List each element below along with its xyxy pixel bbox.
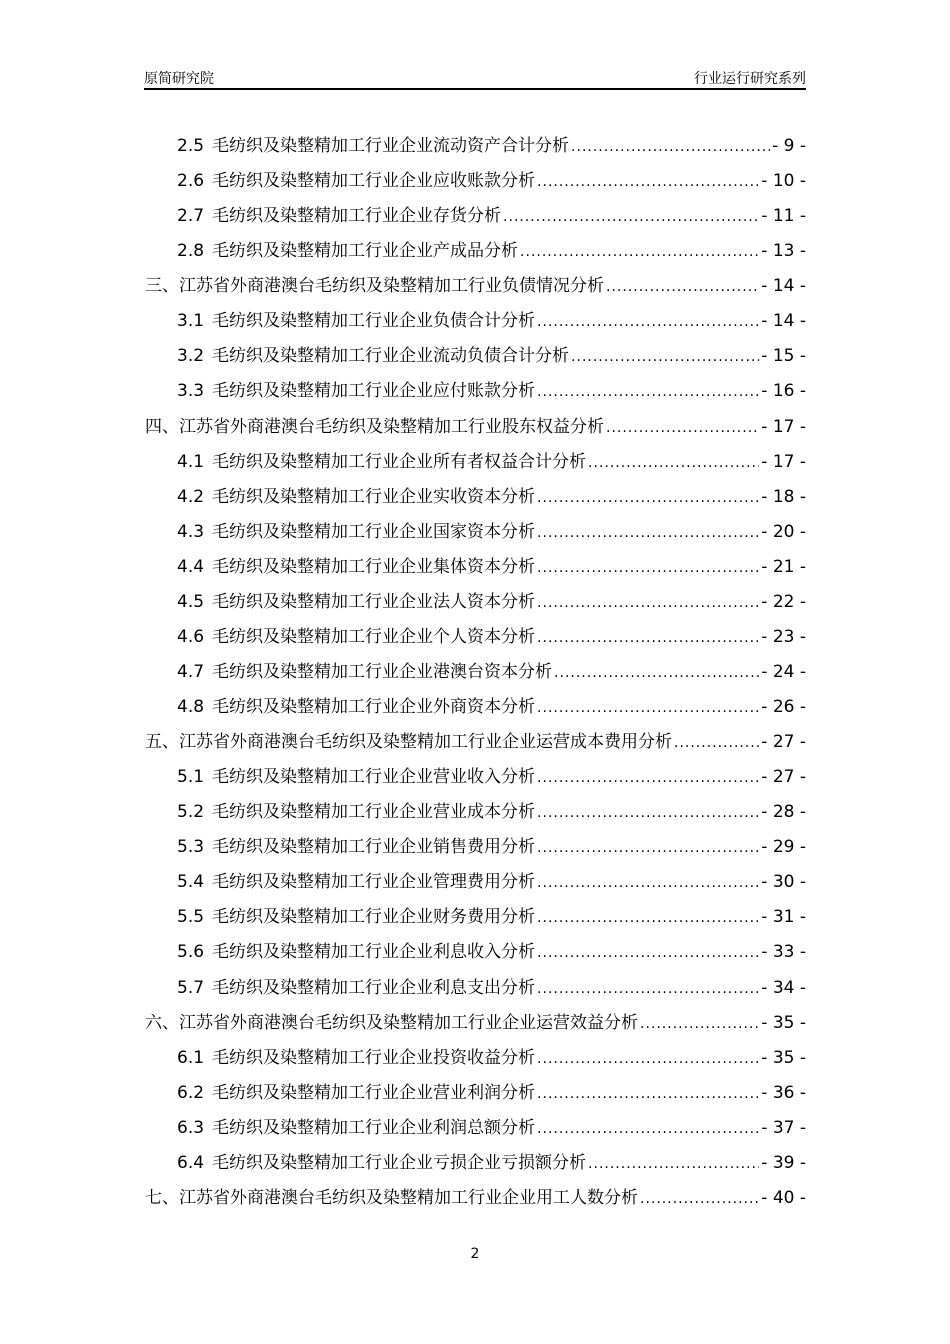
toc-entry-page: - 24 -: [761, 661, 806, 682]
toc-entry-number: 2.7: [177, 206, 205, 227]
toc-leader-dots: [588, 1151, 759, 1177]
toc-entry-title: 毛纺织及染整精加工行业企业管理费用分析: [212, 872, 536, 893]
toc-entry-number: 6.2: [177, 1082, 205, 1103]
toc-entry-title: 毛纺织及染整精加工行业企业存货分析: [212, 206, 502, 227]
toc-leader-dots: [571, 134, 770, 160]
toc-entry-number: 4.5: [177, 591, 205, 612]
toc-entry[interactable]: [145, 1045, 806, 1080]
toc-leader-dots: [537, 940, 759, 966]
toc-entry-title: 毛纺织及染整精加工行业企业营业成本分析: [212, 802, 536, 823]
toc-leader-dots: [554, 660, 759, 686]
toc-leader-dots: [537, 765, 759, 791]
toc-entry-page: - 23 -: [761, 626, 806, 647]
toc-entry-page: - 27 -: [761, 767, 806, 788]
toc-entry-title: 毛纺织及染整精加工行业企业负债合计分析: [212, 311, 536, 332]
toc-leader-dots: [640, 1011, 759, 1037]
toc-entry-number: 4.6: [177, 626, 205, 647]
toc-entry-page: - 27 -: [761, 732, 806, 753]
toc-entry-page: - 35 -: [761, 1012, 806, 1033]
toc-leader-dots: [537, 1046, 759, 1072]
toc-entry-number: 5.3: [177, 837, 205, 858]
header-series: 行业运行研究系列: [694, 71, 806, 87]
toc-entry-number: 3.2: [177, 346, 205, 367]
toc-entry[interactable]: [145, 308, 806, 343]
toc-entry-title: 毛纺织及染整精加工行业企业销售费用分析: [212, 837, 536, 858]
toc-entry-number: 5.4: [177, 872, 205, 893]
toc-leader-dots: [537, 625, 759, 651]
toc-leader-dots: [537, 590, 759, 616]
page-header: [144, 68, 806, 90]
toc-leader-dots: [537, 555, 759, 581]
toc-entry-page: - 15 -: [761, 346, 806, 367]
page-number: 2: [470, 1246, 480, 1262]
toc-entry-title: 毛纺织及染整精加工行业企业国家资本分析: [212, 521, 536, 542]
toc-entry[interactable]: [145, 484, 806, 519]
toc-entry-title: 毛纺织及染整精加工行业企业利息收入分析: [212, 942, 536, 963]
toc-entry-page: - 14 -: [761, 311, 806, 332]
toc-leader-dots: [588, 450, 759, 476]
toc-entry[interactable]: [145, 659, 806, 694]
toc-leader-dots: [537, 1116, 759, 1142]
toc-entry-page: - 36 -: [761, 1082, 806, 1103]
header-org: 原简研究院: [144, 71, 214, 87]
toc-entry-page: - 39 -: [761, 1152, 806, 1173]
toc-entry[interactable]: [145, 589, 806, 624]
toc-entry[interactable]: [145, 1150, 806, 1185]
toc-entry-number: 4.2: [177, 486, 205, 507]
toc-leader-dots: [606, 274, 759, 300]
toc-entry-title: 毛纺织及染整精加工行业企业利润总额分析: [212, 1117, 536, 1138]
toc-leader-dots: [537, 835, 759, 861]
toc-entry[interactable]: [145, 975, 806, 1010]
toc-entry-number: 2.5: [177, 136, 205, 156]
toc-entry[interactable]: [145, 1185, 806, 1220]
toc-entry-page: - 18 -: [761, 486, 806, 507]
toc-entry[interactable]: [145, 1080, 806, 1115]
toc-entry[interactable]: [145, 834, 806, 869]
toc-entry-page: - 26 -: [761, 697, 806, 717]
toc-leader-dots: [503, 204, 759, 230]
toc-entry[interactable]: [145, 168, 806, 203]
toc-entry-page: - 35 -: [761, 1047, 806, 1068]
toc-leader-dots: [537, 870, 759, 896]
toc-entry-number: 5.7: [177, 977, 205, 998]
toc-leader-dots: [640, 1186, 759, 1212]
toc-entry-number: 6.4: [177, 1152, 205, 1173]
toc-entry-title: 毛纺织及染整精加工行业企业所有者权益合计分析: [212, 451, 587, 472]
toc-leader-dots: [606, 415, 759, 441]
toc-entry-title: 毛纺织及染整精加工行业企业应收账款分析: [212, 171, 536, 192]
toc-entry-page: - 13 -: [761, 241, 806, 262]
toc-entry-title: 七、江苏省外商港澳台毛纺织及染整精加工行业企业用工人数分析: [145, 1187, 638, 1208]
toc-entry-number: 5.2: [177, 802, 205, 823]
toc-entry-number: 5.6: [177, 942, 205, 963]
toc-entry-title: 毛纺织及染整精加工行业企业流动负债合计分析: [212, 346, 570, 367]
toc-entry[interactable]: [145, 1010, 806, 1045]
toc-entry-title: 毛纺织及染整精加工行业企业港澳台资本分析: [212, 661, 553, 682]
toc-entry-page: - 14 -: [761, 276, 806, 297]
toc-entry[interactable]: [145, 133, 806, 168]
toc-entry-title: 毛纺织及染整精加工行业企业产成品分析: [212, 241, 519, 262]
toc-entry[interactable]: [145, 414, 806, 449]
toc-entry-page: - 17 -: [761, 451, 806, 472]
toc-entry-page: - 16 -: [761, 381, 806, 402]
toc-entry-page: - 37 -: [761, 1117, 806, 1138]
toc-entry-title: 毛纺织及染整精加工行业企业财务费用分析: [212, 907, 536, 928]
toc-entry-title: 毛纺织及染整精加工行业企业外商资本分析: [212, 697, 536, 717]
toc-entry-number: 4.7: [177, 661, 205, 682]
toc-entry[interactable]: [145, 343, 806, 378]
toc-entry-number: 5.1: [177, 767, 205, 788]
toc-entry[interactable]: [145, 729, 806, 764]
toc-entry-page: - 40 -: [761, 1187, 806, 1208]
toc-entry-number: 4.3: [177, 521, 205, 542]
toc-entry[interactable]: [145, 694, 806, 729]
toc-entry-number: 4.1: [177, 451, 205, 472]
toc-entry[interactable]: [145, 378, 806, 413]
toc-entry-number: 4.8: [177, 697, 205, 717]
toc-entry-title: 毛纺织及染整精加工行业企业营业利润分析: [212, 1082, 536, 1103]
toc-entry-page: - 22 -: [761, 591, 806, 612]
toc-leader-dots: [537, 485, 759, 511]
toc-entry-title: 毛纺织及染整精加工行业企业实收资本分析: [212, 486, 536, 507]
toc-entry-number: 3.1: [177, 311, 205, 332]
toc-leader-dots: [537, 800, 759, 826]
toc-entry-number: 4.4: [177, 556, 205, 577]
toc-entry-number: 3.3: [177, 381, 205, 402]
toc-entry[interactable]: [145, 273, 806, 308]
toc-entry-title: 五、江苏省外商港澳台毛纺织及染整精加工行业企业运营成本费用分析: [145, 732, 672, 753]
toc-entry[interactable]: [145, 519, 806, 554]
toc-leader-dots: [537, 520, 759, 546]
toc-entry[interactable]: [145, 764, 806, 799]
toc-entry-title: 毛纺织及染整精加工行业企业法人资本分析: [212, 591, 536, 612]
toc-entry-title: 毛纺织及染整精加工行业企业利息支出分析: [212, 977, 536, 998]
toc-entry-page: - 10 -: [761, 171, 806, 192]
toc-entry-title: 毛纺织及染整精加工行业企业营业收入分析: [212, 767, 536, 788]
toc-leader-dots: [537, 1081, 759, 1107]
toc-entry-page: - 34 -: [761, 977, 806, 998]
toc-entry-page: - 28 -: [761, 802, 806, 823]
toc-entry-page: - 20 -: [761, 521, 806, 542]
toc-entry[interactable]: [145, 624, 806, 659]
toc-entry[interactable]: [145, 554, 806, 589]
toc-entry-title: 三、江苏省外商港澳台毛纺织及染整精加工行业负债情况分析: [145, 276, 604, 297]
toc-entry-page: - 11 -: [761, 206, 806, 227]
toc-entry-title: 毛纺织及染整精加工行业企业亏损企业亏损额分析: [212, 1152, 587, 1173]
toc-entry-page: - 30 -: [761, 872, 806, 893]
toc-entry-title: 毛纺织及染整精加工行业企业应付账款分析: [212, 381, 536, 402]
toc-leader-dots: [537, 379, 759, 405]
toc-entry[interactable]: [145, 869, 806, 904]
toc-entry-page: - 9 -: [772, 136, 806, 156]
toc-entry-title: 毛纺织及染整精加工行业企业集体资本分析: [212, 556, 536, 577]
toc-entry-page: - 21 -: [761, 556, 806, 577]
toc-entry-page: - 17 -: [761, 416, 806, 437]
toc-leader-dots: [537, 976, 759, 1002]
toc-entry-title: 毛纺织及染整精加工行业企业投资收益分析: [212, 1047, 536, 1068]
toc-entry-title: 毛纺织及染整精加工行业企业流动资产合计分析: [212, 136, 570, 156]
toc-leader-dots: [520, 239, 759, 265]
toc-entry[interactable]: [145, 449, 806, 484]
toc-leader-dots: [571, 344, 759, 370]
toc-leader-dots: [537, 169, 759, 195]
toc-entry-page: - 33 -: [761, 942, 806, 963]
toc-entry[interactable]: [145, 799, 806, 834]
toc-entry-number: 2.6: [177, 171, 205, 192]
toc-entry-number: 5.5: [177, 907, 205, 928]
toc-leader-dots: [537, 695, 759, 721]
toc-entry-title: 四、江苏省外商港澳台毛纺织及染整精加工行业股东权益分析: [145, 416, 604, 437]
toc-entry-page: - 31 -: [761, 907, 806, 928]
toc-entry[interactable]: [145, 939, 806, 974]
toc-leader-dots: [537, 309, 759, 335]
toc-entry-title: 毛纺织及染整精加工行业企业个人资本分析: [212, 626, 536, 647]
toc-entry-number: 6.1: [177, 1047, 205, 1068]
toc-entry[interactable]: [145, 203, 806, 238]
toc-entry-number: 6.3: [177, 1117, 205, 1138]
toc-leader-dots: [537, 905, 759, 931]
toc-entry-title: 六、江苏省外商港澳台毛纺织及染整精加工行业企业运营效益分析: [145, 1012, 638, 1033]
table-of-contents: [145, 133, 806, 1220]
toc-entry[interactable]: [145, 1115, 806, 1150]
toc-leader-dots: [674, 730, 759, 756]
toc-entry-page: - 29 -: [761, 837, 806, 858]
toc-entry[interactable]: [145, 904, 806, 939]
toc-entry-number: 2.8: [177, 241, 205, 262]
toc-entry[interactable]: [145, 238, 806, 273]
